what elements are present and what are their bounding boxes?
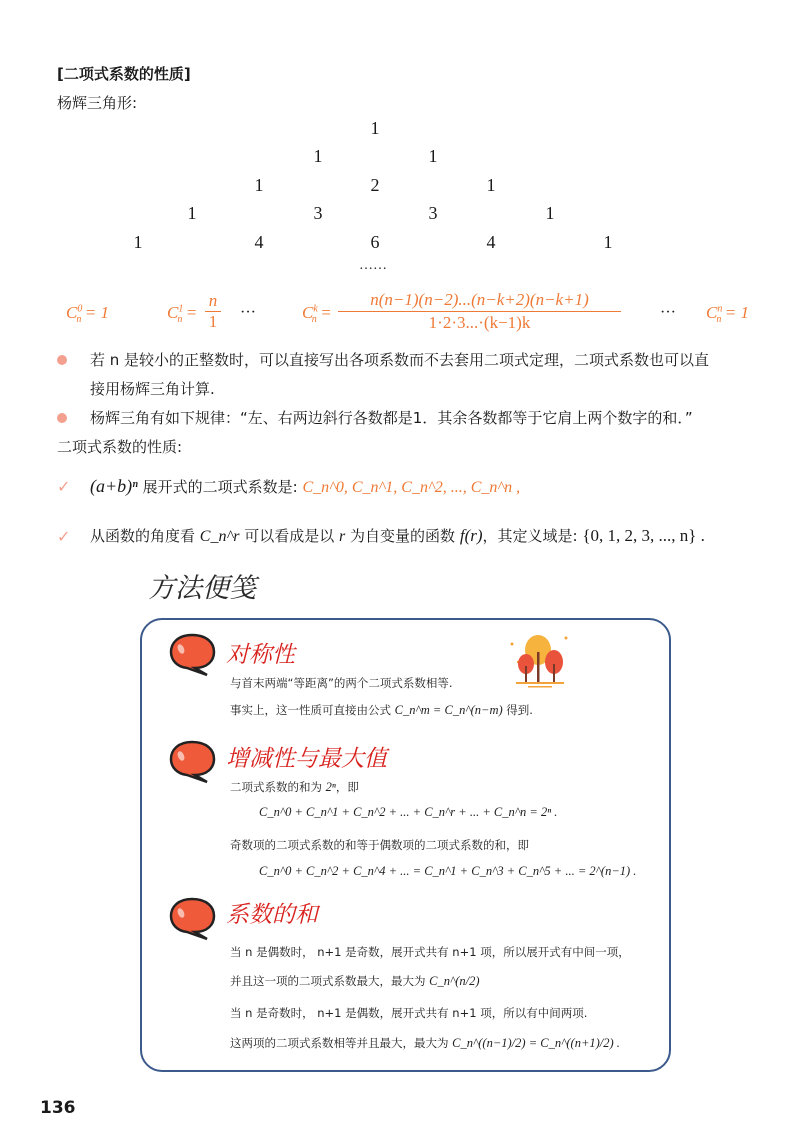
triangle-cell: 3: [428, 203, 438, 223]
triangle-cell: 6: [370, 232, 380, 252]
bullet-text-2: 杨辉三角有如下规律：“左、右两边斜行各数都是1．其余各数都等于它肩上两个数字的和．”: [90, 409, 693, 427]
triangle-cell: 1: [187, 203, 197, 223]
check-icon: ✓: [57, 527, 71, 546]
triangle-cell: 1: [254, 175, 264, 195]
bullet-dot-icon: [57, 413, 67, 423]
expansion-expr: (a+b)ⁿ: [90, 476, 138, 496]
formula-ellipsis-2: ···: [660, 304, 676, 321]
odd-case-line: 当 n 是奇数时， n+1 是偶数，展开式共有 n+1 项，所以有中间两项.: [230, 1006, 588, 1020]
triangle-cell: 1: [603, 232, 613, 252]
triangle-cell: 1: [370, 118, 380, 138]
symmetry-line-2: 事实上，这一性质可直接由公式 C_n^m = C_n^(n−m) 得到.: [230, 703, 533, 717]
properties-heading: 二项式系数的性质:: [57, 438, 183, 456]
speech-bubble-icon: [167, 895, 217, 941]
tree-icon: [506, 630, 572, 690]
triangle-cell: 4: [486, 232, 496, 252]
bullet-dot-icon: [57, 355, 67, 365]
subtitle: 杨辉三角形:: [57, 94, 138, 112]
triangle-cell: 1: [545, 203, 555, 223]
odd-even-line: 奇数项的二项式系数的和等于偶数项的二项式系数的和，即: [230, 838, 529, 852]
section-title: [二项式系数的性质]: [57, 65, 191, 83]
check-item-1: (a+b)ⁿ 展开式的二项式系数是: C_n^0, C_n^1, C_n^2, ..., C_n^n ,: [90, 476, 521, 496]
odd-even-formula: C_n^0 + C_n^2 + C_n^4 + ... = C_n^1 + C_n^3 + C_n^5 + ... = 2^(n−1) .: [259, 864, 637, 878]
section-symmetry-title: 对称性: [226, 642, 295, 668]
check-item-2: 从函数的角度看 C_n^r 可以看成是以 r 为自变量的函数 f(r)，其定义域是: {0, 1, 2, 3, ..., n} .: [90, 526, 705, 545]
coefficient-list: C_n^0, C_n^1, C_n^2, ..., C_n^n ,: [302, 479, 521, 496]
formula-ellipsis-1: ···: [240, 304, 256, 321]
formula-c1: $C^1_n$ =: [167, 303, 198, 326]
symmetry-line-1: 与首末两端“等距离”的两个二项式系数相等.: [230, 676, 453, 690]
odd-case-max-line: 这两项的二项式系数相等并且最大，最大为 C_n^((n−1)/2) = C_n^((n+1)/2) .: [230, 1036, 620, 1050]
formula-ck-fraction: [338, 289, 621, 334]
section-monotonic-title: 增减性与最大值: [226, 746, 387, 772]
bullet-text-1: 若 n 是较小的正整数时，可以直接写出各项系数而不去套用二项式定理，二项式系数也可以直: [90, 351, 710, 369]
triangle-cell: 2: [370, 175, 380, 195]
formula-c0: $C^0_n = 1$: [66, 303, 109, 326]
triangle-ellipsis: ……: [359, 258, 387, 273]
bullet-text-1-cont: 接用杨辉三角计算.: [90, 380, 215, 398]
triangle-cell: 4: [254, 232, 264, 252]
even-case-line: 当 n 是偶数时， n+1 是奇数，展开式共有 n+1 项，所以展开式有中间一项，: [230, 945, 630, 959]
domain-set: {0, 1, 2, 3, ..., n} .: [582, 526, 705, 545]
formula-c1-fraction: n 1: [205, 291, 221, 332]
even-case-max-line: 并且这一项的二项式系数最大，最大为 C_n^(n/2): [230, 974, 480, 988]
symmetry-formula: C_n^m = C_n^(n−m): [394, 703, 503, 717]
sum-formula: C_n^0 + C_n^1 + C_n^2 + ... + C_n^r + ... + C_n^n = 2ⁿ .: [259, 805, 558, 819]
formula-ck-denominator: 1·2·3...·(k−1)k: [428, 313, 531, 332]
triangle-cell: 1: [486, 175, 496, 195]
sum-line: 二项式系数的和为 2ⁿ，即: [230, 780, 359, 794]
triangle-cell: 3: [313, 203, 323, 223]
check-icon: ✓: [57, 477, 71, 496]
formula-ck: $C^k_n$ =: [302, 303, 332, 326]
page-number: 136: [40, 1098, 76, 1118]
formula-cn: $C^n_n = 1$: [706, 303, 749, 326]
triangle-cell: 1: [428, 146, 438, 166]
speech-bubble-icon: [167, 738, 217, 784]
odd-max-formula: C_n^((n−1)/2) = C_n^((n+1)/2) .: [452, 1036, 620, 1050]
formula-ck-numerator: n(n−1)(n−2)...(n−k+2)(n−k+1): [338, 289, 621, 312]
triangle-cell: 1: [313, 146, 323, 166]
method-title: 方法便笺: [148, 573, 256, 604]
even-max-formula: C_n^(n/2): [429, 974, 480, 988]
triangle-cell: 1: [133, 232, 143, 252]
speech-bubble-icon: [167, 631, 217, 677]
section-coef-sum-title: 系数的和: [226, 902, 318, 928]
